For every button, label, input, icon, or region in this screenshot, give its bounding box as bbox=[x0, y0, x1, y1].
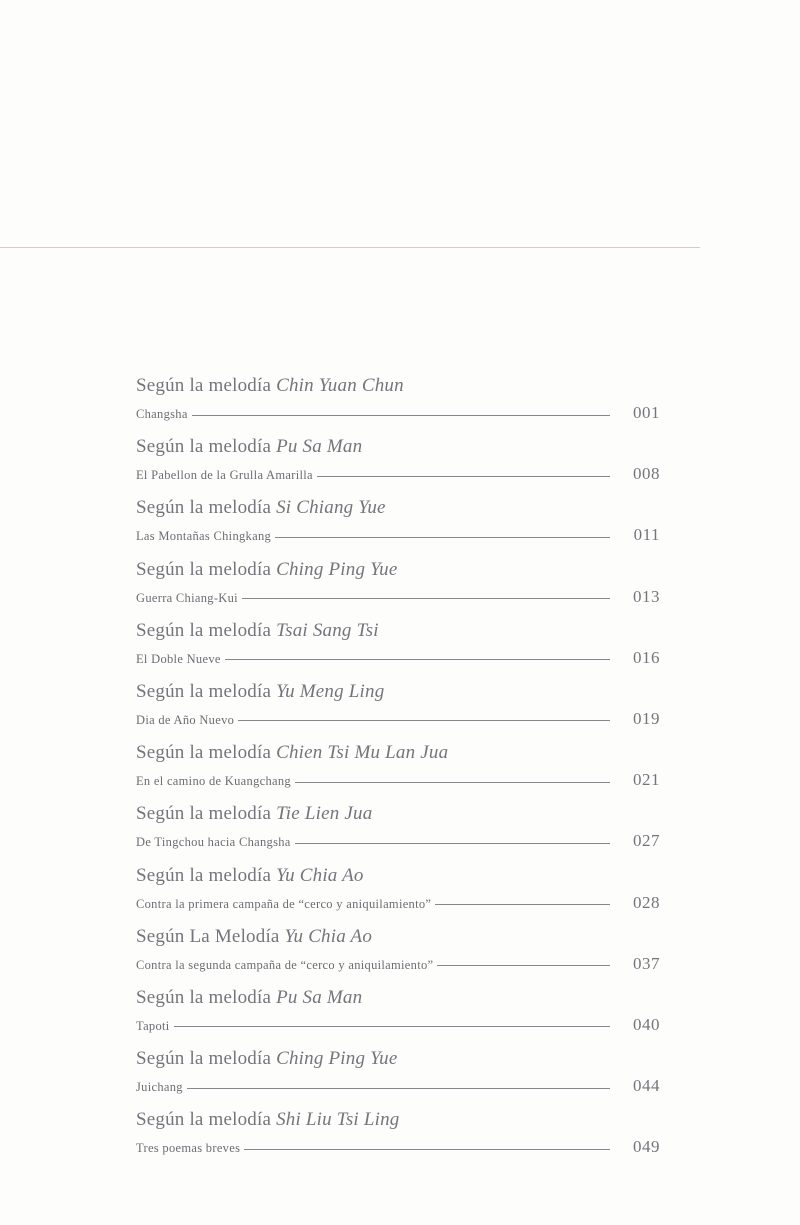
page-number: 011 bbox=[633, 525, 660, 545]
poem-title: Changsha bbox=[136, 407, 188, 421]
poem-title: Contra la segunda campaña de “cerco y aniquilamiento” bbox=[136, 957, 434, 972]
melody-prefix: Según la melodía bbox=[136, 803, 272, 825]
melody-name: Ching Ping Yue bbox=[276, 1048, 398, 1070]
melody-prefix: Según la melodía bbox=[136, 375, 272, 396]
toc-entry-heading bbox=[136, 1109, 400, 1131]
toc-entry-heading bbox=[136, 742, 448, 764]
dot-leader bbox=[174, 1026, 610, 1027]
page-number: 019 bbox=[633, 708, 660, 728]
toc-entry-heading bbox=[136, 681, 384, 703]
toc-entry-line bbox=[136, 709, 660, 729]
melody-name: Shi Liu Tsi Ling bbox=[276, 1109, 400, 1131]
toc-entry-line bbox=[136, 525, 660, 545]
toc-entry-heading bbox=[136, 559, 397, 581]
dot-leader bbox=[244, 1149, 610, 1150]
page-number: 028 bbox=[633, 892, 660, 912]
toc-entry-heading bbox=[136, 436, 362, 458]
poem-title: Las Montañas Chingkang bbox=[136, 529, 272, 544]
page-number: 008 bbox=[633, 464, 660, 484]
toc-entry-heading bbox=[136, 620, 379, 642]
toc-entry[interactable] bbox=[136, 926, 660, 987]
melody-prefix: Según la melodía bbox=[136, 619, 272, 641]
page-number: 001 bbox=[633, 403, 660, 422]
toc-entry-line bbox=[136, 587, 660, 607]
poem-title: El Doble Nueve bbox=[136, 651, 221, 666]
melody-prefix: Según La Melodía bbox=[136, 925, 280, 947]
dot-leader bbox=[242, 598, 610, 599]
toc-entry-line bbox=[136, 1015, 660, 1035]
toc-entry-line bbox=[136, 1076, 660, 1096]
melody-prefix: Según la melodía bbox=[136, 558, 272, 580]
page-number: 049 bbox=[633, 1137, 660, 1157]
melody-name: Pu Sa Man bbox=[276, 436, 363, 458]
dot-leader bbox=[295, 782, 610, 783]
toc-entry[interactable] bbox=[136, 436, 660, 497]
dot-leader bbox=[317, 476, 610, 477]
dot-leader bbox=[435, 904, 610, 905]
toc-entry-line bbox=[136, 831, 660, 851]
toc-entry[interactable] bbox=[136, 1048, 660, 1109]
poem-title: Dia de Año Nuevo bbox=[136, 712, 235, 727]
toc-entry-line bbox=[136, 1137, 660, 1157]
page-number: 040 bbox=[633, 1014, 660, 1034]
melody-prefix: Según la melodía bbox=[136, 864, 272, 886]
toc-entry-heading bbox=[136, 987, 362, 1009]
toc-entry-heading bbox=[136, 497, 386, 519]
dot-leader bbox=[275, 537, 610, 538]
toc-entry[interactable] bbox=[136, 620, 660, 681]
melody-prefix: Según la melodía bbox=[136, 1109, 272, 1131]
table-of-contents bbox=[136, 375, 660, 1170]
melody-prefix: Según la melodía bbox=[136, 680, 272, 702]
toc-entry-heading bbox=[136, 865, 364, 887]
page-number: 013 bbox=[633, 586, 660, 606]
melody-prefix: Según la melodía bbox=[136, 742, 272, 764]
toc-entry-heading bbox=[136, 1048, 397, 1070]
toc-entry[interactable] bbox=[136, 865, 660, 926]
dot-leader bbox=[295, 843, 610, 844]
dot-leader bbox=[238, 720, 610, 721]
melody-name: Chin Yuan Chun bbox=[276, 375, 404, 396]
melody-name: Yu Chia Ao bbox=[284, 925, 373, 947]
toc-entry-line bbox=[136, 954, 660, 974]
toc-entry-line bbox=[136, 648, 660, 668]
page-number: 027 bbox=[633, 831, 660, 851]
poem-title: Contra la primera campaña de “cerco y aniquilamiento” bbox=[136, 896, 432, 911]
dot-leader bbox=[192, 415, 610, 416]
page-number: 016 bbox=[633, 647, 660, 667]
toc-entry[interactable] bbox=[136, 559, 660, 620]
poem-title: En el camino de Kuangchang bbox=[136, 774, 291, 789]
toc-entry[interactable] bbox=[136, 987, 660, 1048]
poem-title: Tapoti bbox=[136, 1018, 170, 1033]
melody-name: Tsai Sang Tsi bbox=[276, 619, 379, 641]
poem-title: De Tingchou hacia Changsha bbox=[136, 835, 291, 850]
toc-entry-line bbox=[136, 770, 660, 790]
toc-entry[interactable] bbox=[136, 1109, 660, 1170]
melody-name: Yu Meng Ling bbox=[276, 680, 385, 702]
dot-leader bbox=[437, 965, 610, 966]
page-number: 044 bbox=[633, 1076, 660, 1096]
melody-name: Pu Sa Man bbox=[276, 986, 363, 1008]
toc-entry[interactable] bbox=[136, 375, 660, 436]
toc-entry-heading bbox=[136, 803, 372, 825]
toc-entry-line bbox=[136, 893, 660, 913]
dot-leader bbox=[225, 659, 610, 660]
poem-title: Juichang bbox=[136, 1080, 183, 1095]
melody-prefix: Según la melodía bbox=[136, 986, 272, 1008]
toc-entry[interactable] bbox=[136, 681, 660, 742]
melody-prefix: Según la melodía bbox=[136, 1048, 272, 1070]
poem-title: Guerra Chiang-Kui bbox=[136, 590, 238, 605]
melody-prefix: Según la melodía bbox=[136, 497, 272, 519]
toc-entry[interactable] bbox=[136, 742, 660, 803]
melody-name: Si Chiang Yue bbox=[276, 497, 386, 519]
toc-entry-line bbox=[136, 464, 660, 484]
melody-prefix: Según la melodía bbox=[136, 436, 272, 458]
melody-name: Chien Tsi Mu Lan Jua bbox=[276, 742, 449, 764]
toc-entry[interactable] bbox=[136, 803, 660, 864]
poem-title: Tres poemas breves bbox=[136, 1141, 241, 1156]
dot-leader bbox=[187, 1088, 610, 1089]
poem-title: El Pabellon de la Grulla Amarilla bbox=[136, 468, 313, 483]
page-number: 037 bbox=[633, 953, 660, 973]
top-rule bbox=[0, 247, 700, 248]
melody-name: Tie Lien Jua bbox=[276, 803, 373, 825]
melody-name: Ching Ping Yue bbox=[276, 558, 398, 580]
page-number: 021 bbox=[633, 770, 660, 790]
toc-entry-line bbox=[136, 403, 660, 423]
melody-name: Yu Chia Ao bbox=[276, 864, 364, 886]
toc-entry-heading bbox=[136, 926, 372, 948]
toc-entry[interactable] bbox=[136, 497, 660, 558]
toc-entry-heading bbox=[136, 375, 404, 397]
